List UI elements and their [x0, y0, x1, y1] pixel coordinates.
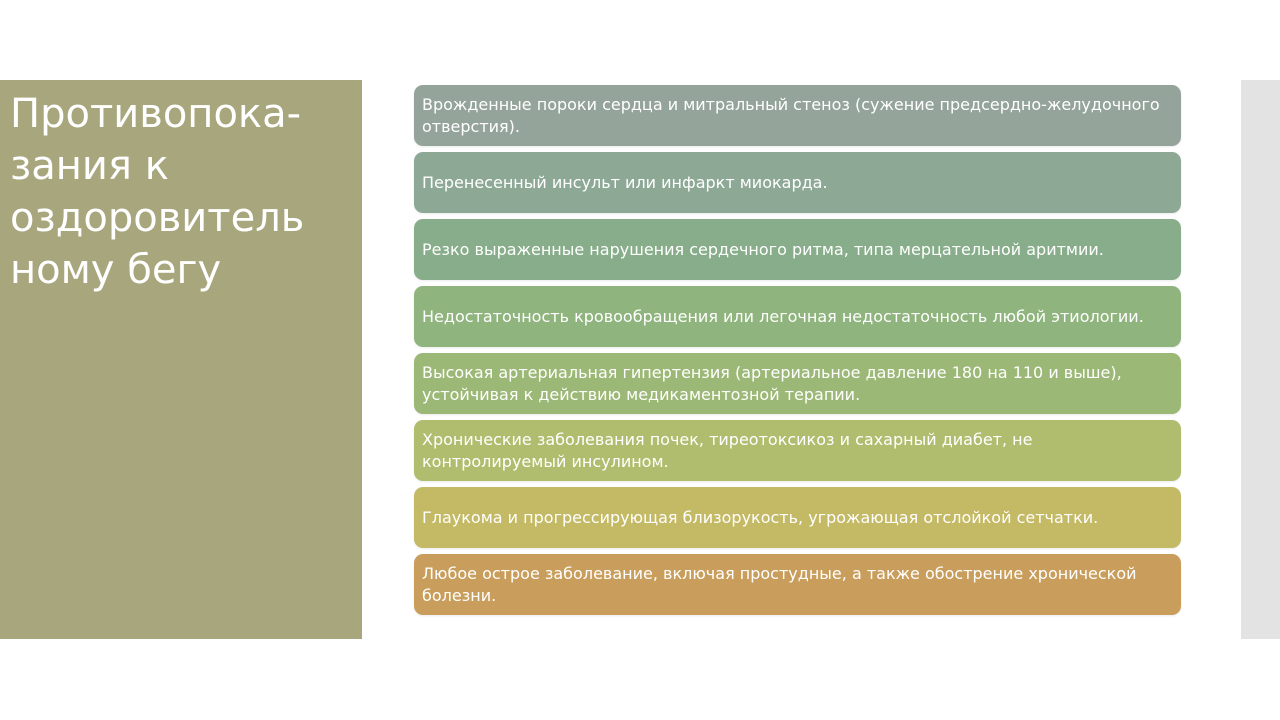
list-item-text: Хронические заболевания почек, тиреотоксикоз и сахарный диабет, не контролируемый инсулином.	[422, 429, 1033, 471]
list-item-text: Врожденные пороки сердца и митральный стеноз (сужение предсердно-желудочного отверстия).	[422, 94, 1160, 136]
slide-title: Противопока- зания к оздоровитель ному бегу	[10, 91, 305, 293]
list-item	[414, 420, 1181, 481]
contraindications-list	[414, 85, 1181, 621]
list-item	[414, 152, 1181, 213]
list-item	[414, 487, 1181, 548]
list-item-text: Резко выраженные нарушения сердечного ритма, типа мерцательной аритмии.	[422, 239, 1104, 259]
list-item-text: Высокая артериальная гипертензия (артериальное давление 180 на 110 и выше), устойчивая к действию медикаментозной терапии.	[422, 362, 1122, 404]
list-item-text: Любое острое заболевание, включая простудные, а также обострение хронической болезни.	[422, 563, 1137, 605]
list-item-text: Глаукома и прогрессирующая близорукость, угрожающая отслойкой сетчатки.	[422, 507, 1099, 527]
list-item	[414, 85, 1181, 146]
right-accent-strip	[1241, 80, 1280, 639]
list-item-text: Недостаточность кровообращения или легочная недостаточность любой этиологии.	[422, 306, 1144, 326]
list-item	[414, 286, 1181, 347]
list-item-text: Перенесенный инсульт или инфаркт миокарда.	[422, 172, 828, 192]
list-item	[414, 554, 1181, 615]
list-item	[414, 353, 1181, 414]
list-item	[414, 219, 1181, 280]
